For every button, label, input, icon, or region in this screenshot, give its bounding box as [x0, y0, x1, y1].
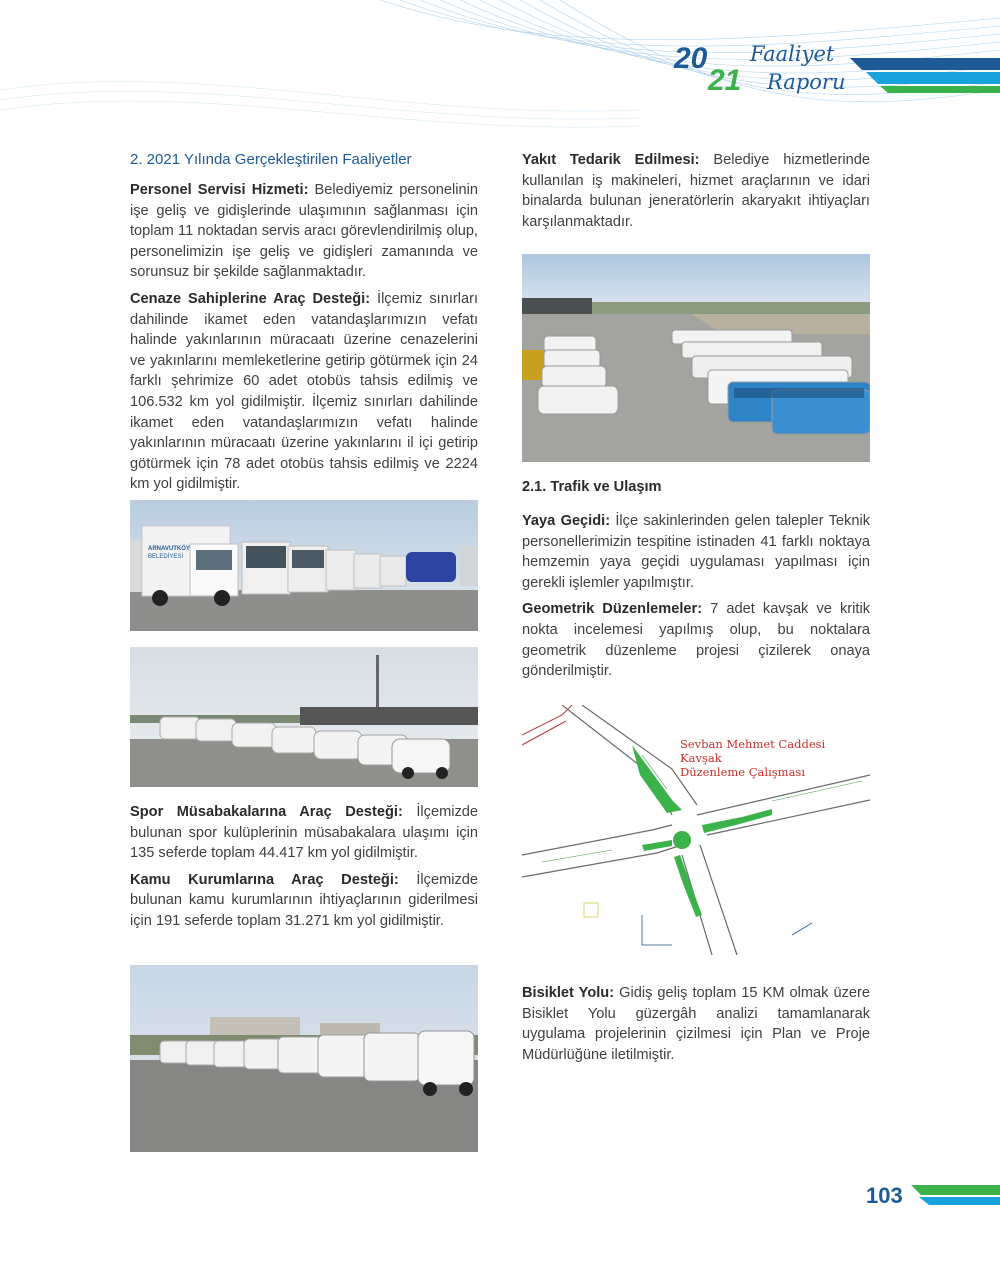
- intersection-plan-drawing: [522, 705, 870, 955]
- plan-title: [680, 737, 870, 779]
- paragraph-personel-servisi: [130, 180, 478, 283]
- text-bisiklet-yolu: Gidiş geliş toplam 15 KM olmak üzere Bisiklet Yolu güzergâh analizi tamamlanarak uygulama projelerinin çizilmesi için Plan ve Proje Müdürlüğüne iletilmiştir.: [522, 985, 870, 1063]
- heading-yakit-tedarik: Yakıt Tedarik Edilmesi:: [522, 152, 700, 168]
- logo-year-bottom: 21: [708, 64, 742, 97]
- paragraph-bisiklet-yolu: [522, 983, 870, 1065]
- text-kamu-destegi: İlçemizde bulunan kamu kurumlarının ihtiyaçlarının giderilmesi için 191 seferde toplam 31.271 km yol gidilmiştir.: [130, 871, 478, 929]
- right-text-block-1: [522, 150, 870, 238]
- photo-parked-cars: [130, 647, 478, 787]
- heading-kamu-destegi: Kamu Kurumlarına Araç Desteği:: [130, 871, 399, 888]
- section-title: 2. 2021 Yılında Gerçekleştirilen Faaliyetler: [130, 151, 412, 168]
- paragraph-spor-destegi: [130, 802, 478, 864]
- text-spor-destegi: İlçemizde bulunan spor kulüplerinin müsabakalara ulaşımı için 135 seferde toplam 44.417 km yol gidilmiştir.: [130, 804, 478, 862]
- truck-logo-text: ARNAVUTKÖY: [148, 546, 190, 552]
- text-geometrik-duzenlemeler: 7 adet kavşak ve kritik nokta incelemesi yapılmış olup, bu noktalara geometrik düzenleme projesi çizilerek onaya gönderilmiştir.: [522, 601, 870, 680]
- photo-bus-depot: [522, 254, 870, 462]
- plan-title-line-1: Sevban Mehmet Caddesi Kavşak: [680, 737, 826, 765]
- heading-spor-destegi: Spor Müsabakalarına Araç Desteği:: [130, 804, 403, 820]
- heading-bisiklet-yolu: Bisiklet Yolu:: [522, 985, 615, 1001]
- paragraph-kamu-destegi: [130, 870, 478, 932]
- heading-personel-servisi: Personel Servisi Hizmeti:: [130, 182, 309, 198]
- plan-title-line-2: Düzenleme Çalışması: [680, 765, 806, 779]
- footer-stripe-decoration: [905, 1183, 1000, 1213]
- left-text-block-1: [130, 180, 478, 501]
- right-text-block-3: [522, 983, 870, 1071]
- text-personel-servisi: Belediyemiz personelinin işe geliş ve gidişlerinde ulaşımının sağlanması için toplam 11 noktadan servis aracı görevlendirilmiş olup, personelimizin işe geliş ve gidişleri zamanında ve sorunsuz bir şekilde sağlanmaktadır.: [130, 182, 478, 281]
- report-logo: [672, 40, 852, 100]
- paragraph-yakit-tedarik: [522, 150, 870, 232]
- text-yakit-tedarik: Belediye hizmetlerinde kullanılan iş makineleri, hizmet araçlarının ve idari binalarda bulunan jeneratörlerin akaryakıt ihtiyaçları karşılanmaktadır.: [522, 152, 870, 230]
- logo-word-1: Faaliyet: [750, 42, 835, 66]
- text-yaya-gecidi: İlçe sakinlerinden gelen talepler Teknik personellerimizin tespitine istinaden 41 farklı noktaya hemzemin yaya geçidi uygulaması yapılması için gerekli işlemler yapılmıştır.: [522, 513, 870, 591]
- heading-cenaze-destegi: Cenaze Sahiplerine Araç Desteği:: [130, 290, 371, 307]
- left-text-block-2: [130, 802, 478, 938]
- heading-geometrik-duzenlemeler: Geometrik Düzenlemeler:: [522, 601, 703, 618]
- right-text-block-2: [522, 511, 870, 688]
- subsection-title: 2.1. Trafik ve Ulaşım: [522, 479, 662, 495]
- page-number: 103: [866, 1183, 903, 1208]
- paragraph-yaya-gecidi: [522, 511, 870, 593]
- logo-word-2: Raporu: [767, 70, 846, 94]
- heading-yaya-gecidi: Yaya Geçidi:: [522, 513, 611, 529]
- logo-year-top: 20: [674, 42, 708, 75]
- paragraph-geometrik-duzenlemeler: [522, 599, 870, 681]
- photo-minibuses: [130, 965, 478, 1152]
- photo-truck-and-buses: [130, 500, 478, 631]
- text-cenaze-destegi: İlçemiz sınırları dahilinde ikamet eden vatandaşlarımızın vefatı halinde yakınlarının müracaatı üzerine cenazelerini ve yakınlarını memleketlerine getirip götürmek için 24 farklı şehrimize 60 adet otobüs tahsis edilmiş ve 106.532 km yol gidilmiştir. İlçemiz sınırları dahilinde ikamet eden vatandaşlarımızın vefatı halinde yakınlarının müracaatı üzerine yakınlarını il içi getirip götürmek için 78 adet otobüs tahsis edilmiş ve 2224 km yol gidilmiştir.: [130, 290, 479, 493]
- truck-logo-subtext: BELEDİYESİ: [148, 554, 184, 560]
- paragraph-cenaze-destegi: [130, 289, 478, 495]
